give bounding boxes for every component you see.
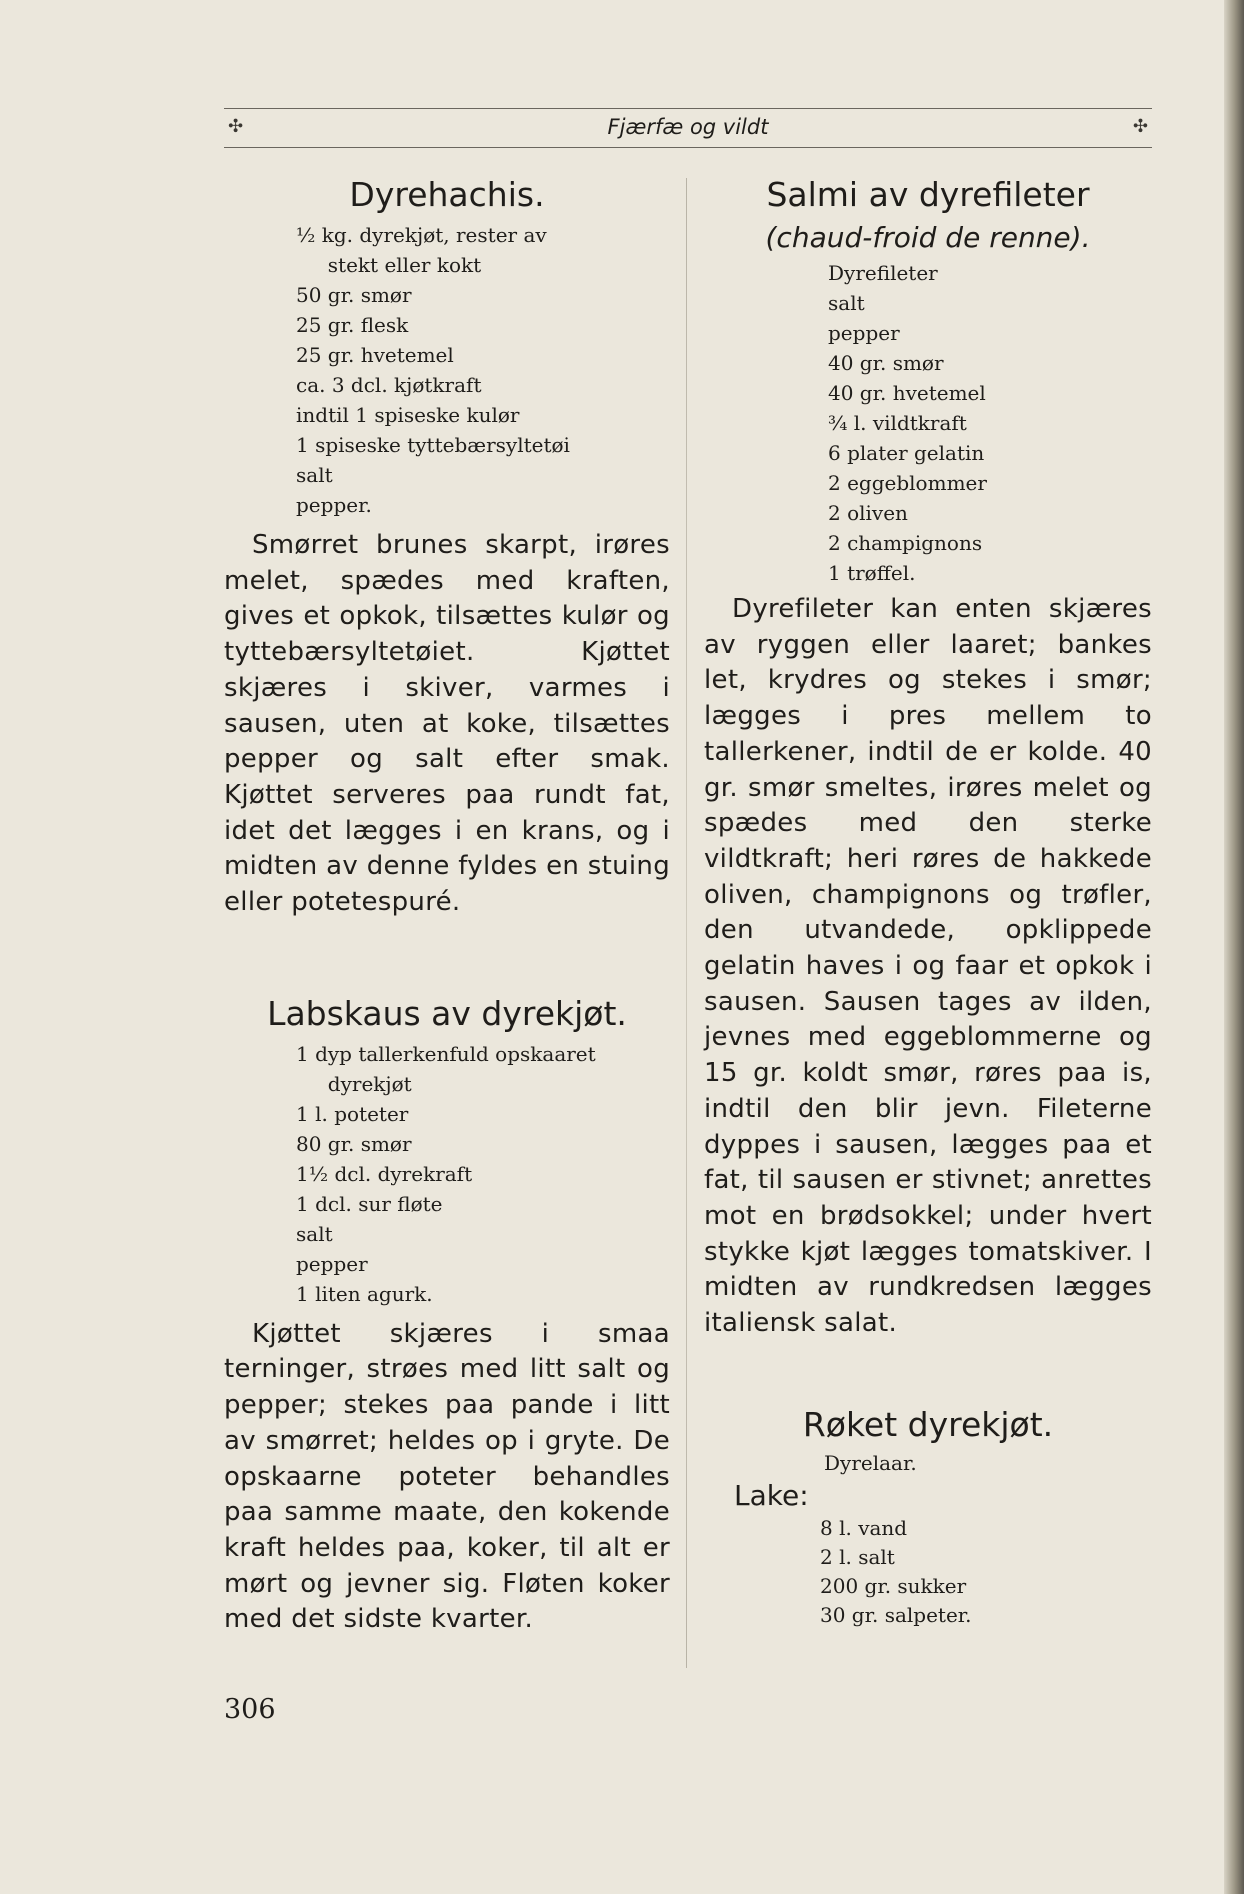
- ingredient-list-labskaus: [296, 1039, 670, 1309]
- ingredient-line: 40 gr. smør: [828, 351, 944, 375]
- ingredient-line: 2 eggeblommer: [828, 471, 987, 495]
- page-number: 306: [224, 1694, 276, 1725]
- page-edge: [1224, 0, 1244, 1894]
- ingredient-line: Dyrefileter: [828, 261, 938, 285]
- recipe-subtitle-salmi: (chaud-froid de renne).: [765, 221, 1091, 254]
- ingredient-line: 2 l. salt: [820, 1544, 895, 1569]
- lake-label: Lake:: [734, 1478, 809, 1512]
- ornament-right-icon: ✣: [1132, 116, 1148, 137]
- ingredient-line: 1 dcl. sur fløte: [296, 1191, 443, 1216]
- recipe-title-labskaus: Labskaus av dyrekjøt.: [267, 993, 627, 1033]
- ingredient-line: ½ kg. dyrekjøt, rester av: [296, 223, 547, 247]
- ingredient-line: 40 gr. hvetemel: [828, 381, 986, 405]
- ingredient-list-roket: [820, 1514, 1152, 1630]
- ingredient-line: 200 gr. sukker: [820, 1573, 967, 1598]
- ingredient-line: salt: [296, 1221, 333, 1246]
- ingredient-line: 1 l. poteter: [296, 1101, 409, 1126]
- ingredient-line: dyrekjøt: [296, 1071, 412, 1096]
- recipe-body-labskaus: Kjøttet skjæres i smaa terninger, strøes med litt salt og pepper; stekes paa pande i litt av smørret; heldes op i gryte. De opskaarne poteter behandles paa samme maate, den kokende kraft heldes paa, koker, til alt er mørt og jevner sig. Fløten koker med det sidste kvarter.: [224, 1318, 670, 1635]
- ingredient-list-salmi: [828, 258, 1152, 588]
- ingredient-line: pepper.: [296, 493, 372, 517]
- recipe-body-salmi: Dyrefileter kan enten skjæres av ryggen eller laaret; bankes let, krydres og stekes i smør; lægges i pres mellem to tallerkener, indtil de er kolde. 40 gr. smør smeltes, irøres melet og spædes med den sterke vildtkraft; heri røres de hakkede oliven, champignons og trøfler, den utvandede, opklippede gelatin haves i og faar et opkok i sausen. Sausen tages av ilden, jevnes med eggeblommerne og 15 gr. koldt smør, røres paa is, indtil den blir jevn. Fileterne dyppes i sausen, lægges paa et fat, til sausen er stivnet; anrettes mot en brødsokkel; under hvert stykke kjøt lægges tomatskiver. I midten av rundkredsen lægges italiensk salat.: [704, 594, 1152, 1339]
- recipe-title-roket: Røket dyrekjøt.: [802, 1404, 1054, 1444]
- ingredient-line: 2 oliven: [828, 501, 908, 525]
- recipe-title-dyrehachis: Dyrehachis.: [349, 175, 545, 214]
- ingredient-line: 1 liten agurk.: [296, 1281, 433, 1306]
- right-column: [704, 172, 1152, 1630]
- ingredient-line: stekt eller kokt: [296, 253, 482, 277]
- ingredient-line: 25 gr. flesk: [296, 313, 409, 337]
- ingredient-line: 1 spiseske tyttebærsyltetøi: [296, 433, 570, 457]
- column-divider: [686, 178, 687, 1668]
- ingredient-line: 1½ dcl. dyrekraft: [296, 1161, 473, 1186]
- recipe-body-dyrehachis: Smørret brunes skarpt, irøres melet, spædes med kraften, gives et opkok, tilsættes kulør og tyttebærsyltetøiet. Kjøttet skjæres i skiver, varmes i sausen, uten at koke, tilsættes pepper og salt efter smak. Kjøttet serveres paa rundt fat, idet det lægges i en krans, og i midten av denne fyldes en stuing eller potetespuré.: [224, 530, 670, 918]
- ingredient-line: pepper: [828, 321, 900, 345]
- ingredient-line: ¾ l. vildtkraft: [828, 411, 967, 435]
- recipe-title-salmi: Salmi av dyrefileter: [766, 175, 1090, 214]
- ingredient-line: salt: [296, 463, 333, 487]
- ingredient-line: 6 plater gelatin: [828, 441, 985, 465]
- ingredient-line: ca. 3 dcl. kjøtkraft: [296, 373, 482, 397]
- ingredient-list-dyrehachis: [296, 220, 670, 520]
- ingredient-line: 25 gr. hvetemel: [296, 343, 454, 367]
- left-column: [224, 172, 670, 1638]
- ingredient-line: indtil 1 spiseske kulør: [296, 403, 520, 427]
- ingredient-line: salt: [828, 291, 865, 315]
- recipe-line-dyrelaar: Dyrelaar.: [824, 1450, 917, 1475]
- ingredient-line: 50 gr. smør: [296, 283, 412, 307]
- ingredient-line: 1 dyp tallerkenfuld opskaaret: [296, 1041, 596, 1066]
- ornament-left-icon: ✣: [228, 116, 244, 137]
- ingredient-line: 30 gr. salpeter.: [820, 1602, 972, 1627]
- ingredient-line: 80 gr. smør: [296, 1131, 412, 1156]
- ingredient-line: 1 trøffel.: [828, 561, 916, 585]
- ingredient-line: 8 l. vand: [820, 1515, 908, 1540]
- header-title: Fjærfæ og vildt: [607, 115, 769, 139]
- ingredient-line: pepper: [296, 1251, 368, 1276]
- running-header: [224, 108, 1152, 148]
- ingredient-line: 2 champignons: [828, 531, 983, 555]
